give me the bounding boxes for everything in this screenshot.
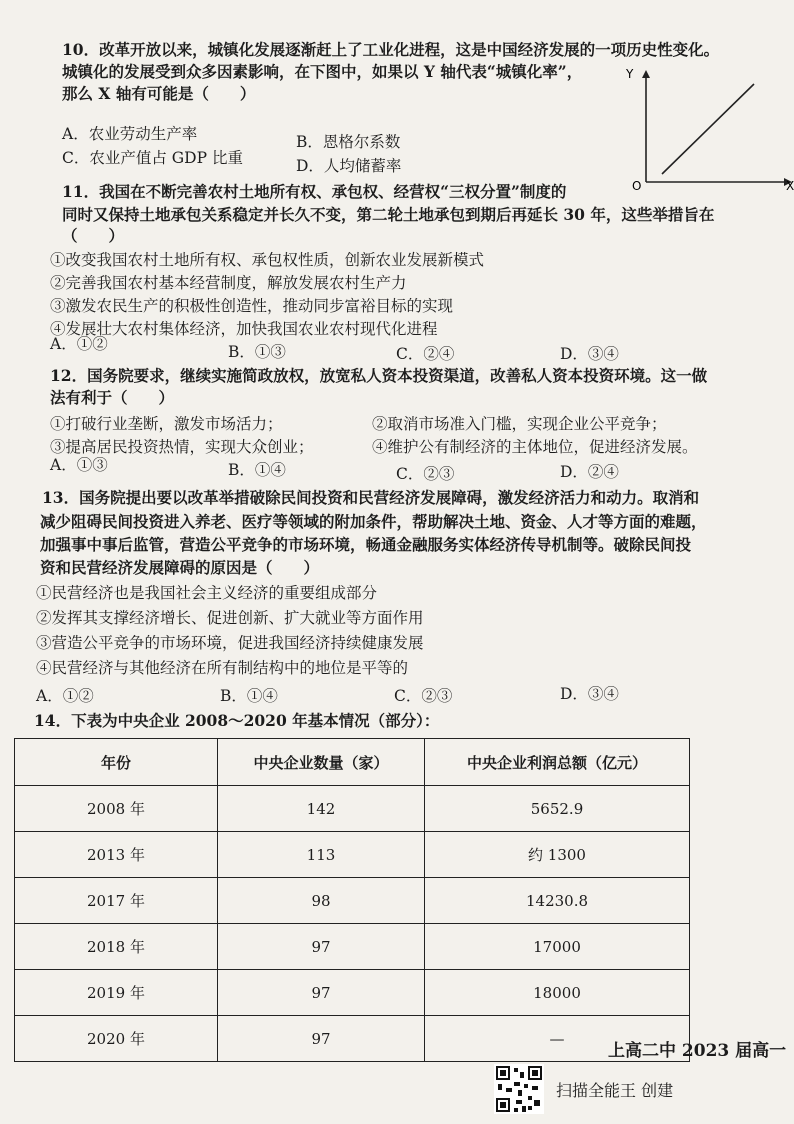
cell-count: 97 <box>218 924 425 970</box>
table-row <box>15 878 690 924</box>
q10-line2: 城镇化的发展受到众多因素影响，在下图中，如果以 Y 轴代表“城镇化率”， <box>62 62 583 81</box>
q13-line4: 资和民营经济发展障碍的原因是（ ） <box>40 558 320 577</box>
q12-option-b: B．①④ <box>228 461 286 479</box>
q11-option-b: B．①③ <box>228 343 286 361</box>
q10-option-a: A．农业劳动生产率 <box>62 125 198 143</box>
q13-option-d: D．③④ <box>560 685 619 703</box>
cell-count: 97 <box>218 1016 425 1062</box>
q13-line3: 加强事中事后监管，营造公平竞争的市场环境，畅通金融服务实体经济传导机制等。破除民间投 <box>40 535 692 554</box>
cell-count: 97 <box>218 970 425 1016</box>
q12-item3: ③提高居民投资热情，实现大众创业； <box>50 438 314 456</box>
x-axis-label: X <box>786 179 794 193</box>
cell-year: 2013 年 <box>15 832 218 878</box>
cell-profit: 18000 <box>425 970 690 1016</box>
cell-profit: 14230.8 <box>425 878 690 924</box>
q11-item1: ①改变我国农村土地所有权、承包权性质，创新农业发展新模式 <box>50 251 485 269</box>
q12-item1: ①打破行业垄断，激发市场活力； <box>50 415 283 433</box>
q13-item1: ①民营经济也是我国社会主义经济的重要组成部分 <box>36 584 378 602</box>
cell-profit: 17000 <box>425 924 690 970</box>
q13-line1: 13．国务院提出要以改革举措破除民间投资和民营经济发展障碍，激发经济活力和动力。取消和 <box>42 488 700 507</box>
qr-code-icon <box>494 1064 544 1114</box>
q10-line1: 10．改革开放以来，城镇化发展逐渐赶上了工业化进程，这是中国经济发展的一项历史性变化。 <box>62 40 720 59</box>
q10-graph <box>626 67 794 193</box>
cell-count: 142 <box>218 786 425 832</box>
q13-line2: 减少阻碍民间投资进入养老、医疗等领域的附加条件，帮助解决土地、资金、人才等方面的难题， <box>40 512 707 531</box>
cell-count: 113 <box>218 832 425 878</box>
q11-line2: 同时又保持土地承包关系稳定并长久不变，第二轮土地承包到期后再延长 30 年，这些举措旨在 <box>62 205 715 224</box>
q11-item2: ②完善我国农村基本经营制度，解放发展农村生产力 <box>50 274 407 292</box>
central-enterprise-table <box>14 738 690 1062</box>
school-footer: 上高二中 2023 届高一 <box>608 1041 787 1061</box>
origin-label: O <box>632 179 642 193</box>
q12-item4: ④维护公有制经济的主体地位，促进经济发展。 <box>372 438 698 456</box>
scan-app-label: 扫描全能王 创建 <box>556 1081 674 1100</box>
table-row <box>15 924 690 970</box>
cell-year: 2018 年 <box>15 924 218 970</box>
q11-option-d: D．③④ <box>560 345 619 363</box>
table-row <box>15 1016 690 1062</box>
cell-year: 2019 年 <box>15 970 218 1016</box>
q13-item3: ③营造公平竞争的市场环境，促进我国经济持续健康发展 <box>36 634 424 652</box>
q12-option-a: A．①③ <box>50 456 108 474</box>
cell-profit: — <box>425 1016 690 1062</box>
y-axis-arrow <box>642 70 650 78</box>
q13-item2: ②发挥其支撑经济增长、促进创新、扩大就业等方面作用 <box>36 609 424 627</box>
q12-option-d: D．②④ <box>560 463 619 481</box>
cell-count: 98 <box>218 878 425 924</box>
q11-item3: ③激发农民生产的积极性创造性，推动同步富裕目标的实现 <box>50 297 454 315</box>
table-row <box>15 786 690 832</box>
q11-line3: （ ） <box>62 226 125 245</box>
q10-option-d: D．人均储蓄率 <box>296 157 402 175</box>
q13-option-a: A．①② <box>36 687 94 705</box>
table-row <box>15 970 690 1016</box>
q11-item4: ④发展壮大农村集体经济，加快我国农业农村现代化进程 <box>50 320 438 338</box>
q14-intro: 14．下表为中央企业 2008～2020 年基本情况（部分）： <box>34 711 440 730</box>
q12-line2: 法有利于（ ） <box>50 388 175 407</box>
header-count: 中央企业数量（家） <box>218 739 425 786</box>
y-axis-label: Y <box>626 67 634 81</box>
q11-option-a: A．①② <box>50 335 108 353</box>
cell-year: 2020 年 <box>15 1016 218 1062</box>
table-header-row <box>15 739 690 786</box>
table-row <box>15 832 690 878</box>
q12-item2: ②取消市场准入门槛，实现企业公平竞争； <box>372 415 667 433</box>
q13-item4: ④民营经济与其他经济在所有制结构中的地位是平等的 <box>36 659 409 677</box>
header-profit: 中央企业利润总额（亿元） <box>425 739 690 786</box>
q13-option-c: C．②③ <box>394 687 453 705</box>
trend-line <box>662 84 754 174</box>
cell-year: 2008 年 <box>15 786 218 832</box>
header-year: 年份 <box>15 739 218 786</box>
cell-profit: 5652.9 <box>425 786 690 832</box>
q10-option-c: C．农业产值占 GDP 比重 <box>62 149 243 167</box>
cell-year: 2017 年 <box>15 878 218 924</box>
q11-option-c: C．②④ <box>396 345 455 363</box>
q10-line3: 那么 X 轴有可能是（ ） <box>62 84 256 103</box>
q12-option-c: C．②③ <box>396 465 455 483</box>
q11-line1: 11．我国在不断完善农村土地所有权、承包权、经营权“三权分置”制度的 <box>62 182 567 201</box>
q10-option-b: B．恩格尔系数 <box>296 133 401 151</box>
q13-option-b: B．①④ <box>220 687 278 705</box>
cell-profit: 约 1300 <box>425 832 690 878</box>
q12-line1: 12．国务院要求，继续实施简政放权，放宽私人资本投资渠道，改善私人资本投资环境。这一做 <box>50 366 708 385</box>
